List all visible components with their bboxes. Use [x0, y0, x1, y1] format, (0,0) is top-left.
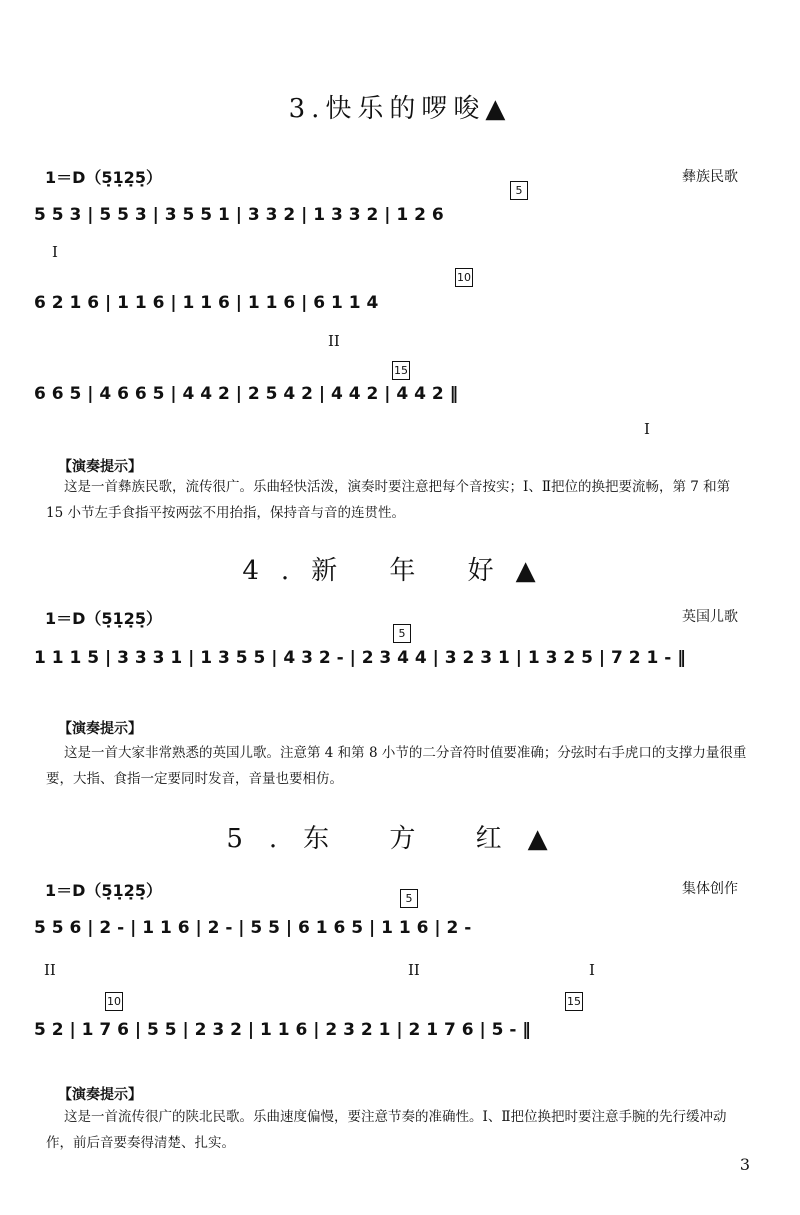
rehearsal-mark: 5 — [400, 889, 418, 908]
key-signature: 1＝D（5̣1̣2̣5̣） — [45, 168, 162, 187]
song-title: 3.快乐的啰唆▲ — [288, 94, 512, 124]
tips-body: 这是一首大家非常熟悉的英国儿歌。注意第 4 和第 8 小节的二分音符时值要准确；分弦时右手虎口的支撑力量很重要，大指、食指一定要同时发音，音量也要相仿。 — [46, 745, 747, 787]
song-origin: 彝族民歌 — [682, 169, 738, 185]
key-signature: 1＝D（5̣1̣2̣5̣） — [45, 881, 162, 900]
position-mark: I — [52, 243, 58, 261]
score-line: 6 2 1 6 | 1 1 6 | 1 1 6 | 1 1 6 | 6 1 1 4 — [34, 293, 379, 313]
tips-body: 这是一首流传很广的陕北民歌。乐曲速度偏慢，要注意节奏的准确性。Ⅰ、Ⅱ把位换把时要注意手腕的先行缓冲动作，前后音要奏得清楚、扎实。 — [46, 1109, 727, 1151]
song-title: 4.新 年 好▲ — [242, 556, 558, 586]
tips-heading: 【演奏提示】 — [58, 1087, 142, 1103]
position-mark: I — [644, 420, 650, 438]
page-number: 3 — [739, 1155, 750, 1174]
tips-heading: 【演奏提示】 — [58, 721, 142, 737]
rehearsal-mark: 10 — [455, 268, 473, 287]
score-line: 6 6 5 | 4 6 6 5 | 4 4 2 | 2 5 4 2 | 4 4 2 | 4 4 2 ‖ — [34, 384, 459, 404]
rehearsal-mark: 15 — [392, 361, 410, 380]
score-line: 5 5 3 | 5 5 3 | 3 5 5 1 | 3 3 2 | 1 3 3 2 | 1 2 6 — [34, 205, 444, 225]
song-title: 5.东 方 红▲ — [226, 824, 574, 854]
score-line: 5 5 6 | 2 - | 1 1 6 | 2 - | 5 5 | 6 1 6 5 | 1 1 6 | 2 - — [34, 918, 472, 938]
position-mark: II — [44, 961, 56, 979]
tips-body: 这是一首彝族民歌，流传很广。乐曲轻快活泼，演奏时要注意把每个音按实；Ⅰ、Ⅱ把位的换把要流畅，第 7 和第 15 小节左手食指平按两弦不用抬指，保持音与音的连贯性。 — [46, 479, 731, 521]
rehearsal-mark: 5 — [510, 181, 528, 200]
rehearsal-mark: 15 — [565, 992, 583, 1011]
score-line: 5 2 | 1 7 6 | 5 5 | 2 3 2 | 1 1 6 | 2 3 2 1 | 2 1 7 6 | 5 - ‖ — [34, 1020, 531, 1040]
position-mark: I — [589, 961, 595, 979]
song-origin: 英国儿歌 — [682, 609, 738, 625]
score-line: 1 1 1 5 | 3 3 3 1 | 1 3 5 5 | 4 3 2 - | 2 3 4 4 | 3 2 3 1 | 1 3 2 5 | 7 2 1 - ‖ — [34, 648, 686, 668]
position-mark: II — [408, 961, 420, 979]
tips-heading: 【演奏提示】 — [58, 459, 142, 475]
song-origin: 集体创作 — [682, 881, 738, 897]
rehearsal-mark: 5 — [393, 624, 411, 643]
rehearsal-mark: 10 — [105, 992, 123, 1011]
key-signature: 1＝D（5̣1̣2̣5̣） — [45, 609, 162, 628]
position-mark: II — [328, 332, 340, 350]
